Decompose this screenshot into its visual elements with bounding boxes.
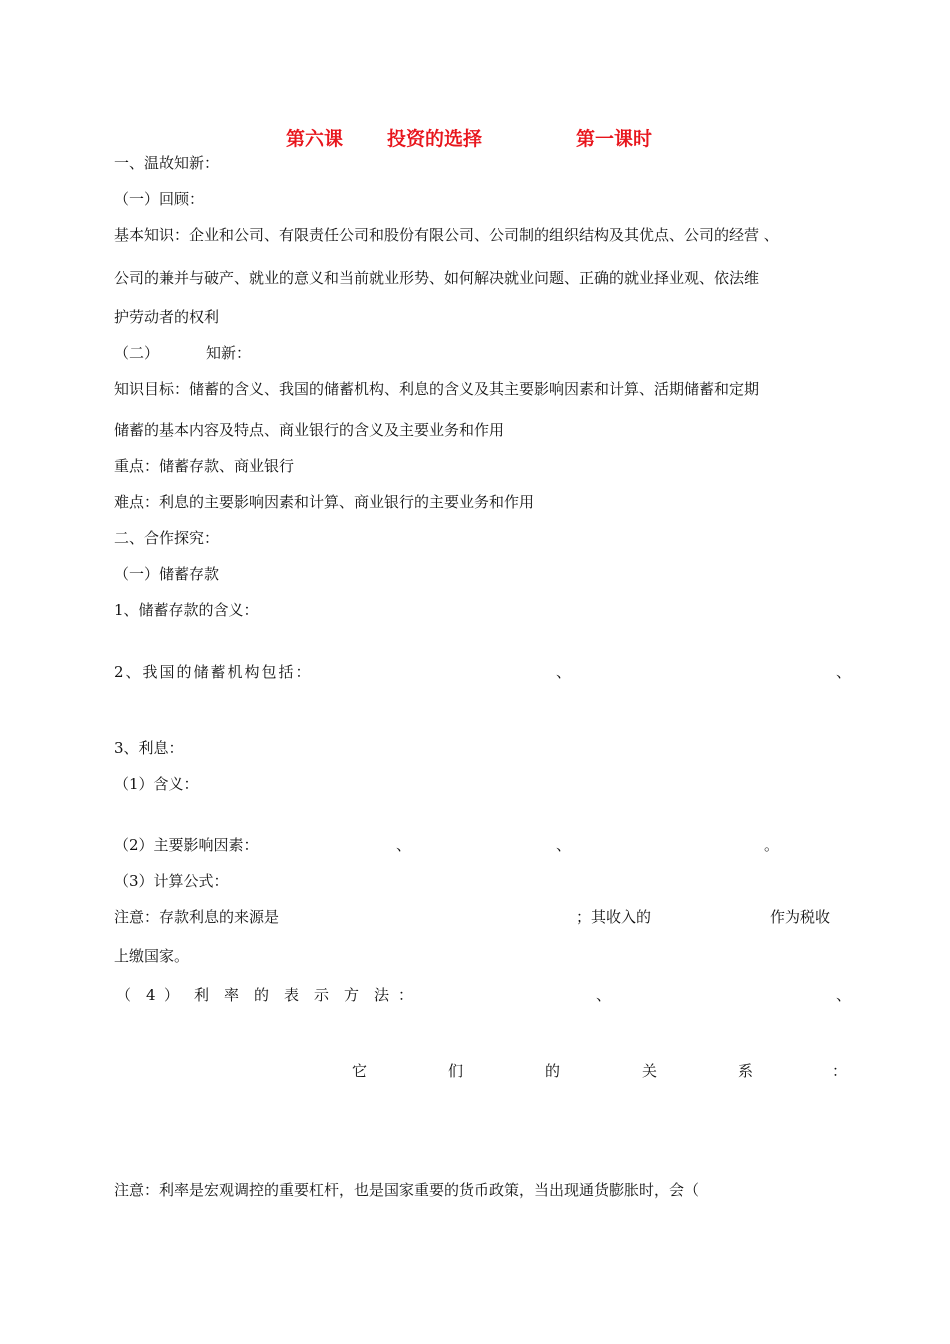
objective-line2: 储蓄的基本内容及特点、商业银行的含义及主要业务和作用 — [114, 421, 505, 439]
char: ： — [832, 1062, 848, 1080]
basic-knowledge-line2: 公司的兼并与破产、就业的意义和当前就业形势、如何解决就业问题、正确的就业择业观、依法维 — [114, 269, 760, 287]
item3-2-separator-1: 、 — [396, 836, 412, 854]
item3-3-formula: （3）计算公式： — [114, 872, 229, 890]
review-heading: （一）回顾： — [114, 190, 205, 208]
char: 率 — [224, 986, 240, 1004]
item2-separator-1: 、 — [556, 663, 572, 681]
objective-line1: 知识目标：储蓄的含义、我国的储蓄机构、利息的含义及其主要影响因素和计算、活期储蓄和定期 — [114, 380, 760, 398]
item1-savings-meaning: 1、储蓄存款的含义： — [114, 601, 259, 619]
item3-interest: 3、利息： — [114, 739, 184, 757]
basic-knowledge-line3: 护劳动者的权利 — [114, 308, 220, 326]
char: 们 — [448, 1062, 464, 1080]
char: 它 — [352, 1062, 368, 1080]
note2-monetary-policy: 注意：利率是宏观调控的重要杠杆，也是国家重要的货币政策，当出现通货膨胀时，会（ — [114, 1181, 700, 1199]
item3-4-separator-1: 、 — [596, 986, 612, 1004]
note1-part-d: 上缴国家。 — [114, 947, 190, 965]
new-label: 知新： — [206, 344, 252, 362]
item3-2-separator-2: 、 — [556, 836, 572, 854]
section2-heading: 二、合作探究： — [114, 529, 220, 547]
item3-2-factors: （2）主要影响因素： — [114, 836, 259, 854]
char: 示 — [314, 986, 330, 1004]
char: 系 — [738, 1062, 754, 1080]
char: （ — [116, 986, 132, 1004]
char: 的 — [254, 986, 270, 1004]
title-lesson: 第六课 — [286, 128, 344, 150]
section1-heading: 一、温故知新： — [114, 154, 220, 172]
char: 利 — [194, 986, 210, 1004]
item3-2-end: 。 — [764, 836, 780, 854]
char: 4 — [146, 986, 156, 1004]
char: ） — [164, 986, 180, 1004]
char: 法 — [374, 986, 390, 1004]
difficult-point: 难点：利息的主要影响因素和计算、商业银行的主要业务和作用 — [114, 493, 535, 511]
title-period: 第一课时 — [576, 128, 653, 150]
item3-4-separator-2: 、 — [836, 986, 852, 1004]
item3-1-meaning: （1）含义： — [114, 775, 199, 793]
note1-part-c: 作为税收 — [770, 908, 831, 926]
note1-part-a: 注意：存款利息的来源是 — [114, 908, 280, 926]
char: 方 — [344, 986, 360, 1004]
note1-part-b: ；其收入的 — [576, 908, 652, 926]
new-heading: （二） — [114, 344, 160, 362]
basic-knowledge-line1: 基本知识：企业和公司、有限责任公司和股份有限公司、公司制的组织结构及其优点、公司的经营 、 — [114, 226, 779, 244]
key-point: 重点：储蓄存款、商业银行 — [114, 457, 295, 475]
title-topic: 投资的选择 — [387, 128, 483, 150]
char: ： — [398, 986, 414, 1004]
char: 的 — [545, 1062, 561, 1080]
item2-separator-2: 、 — [836, 663, 852, 681]
item2-savings-institutions: 2、我国的储蓄机构包括： — [114, 663, 313, 681]
page-title — [0, 124, 950, 150]
char: 表 — [284, 986, 300, 1004]
savings-heading: （一）储蓄存款 — [114, 565, 220, 583]
char: 关 — [642, 1062, 658, 1080]
